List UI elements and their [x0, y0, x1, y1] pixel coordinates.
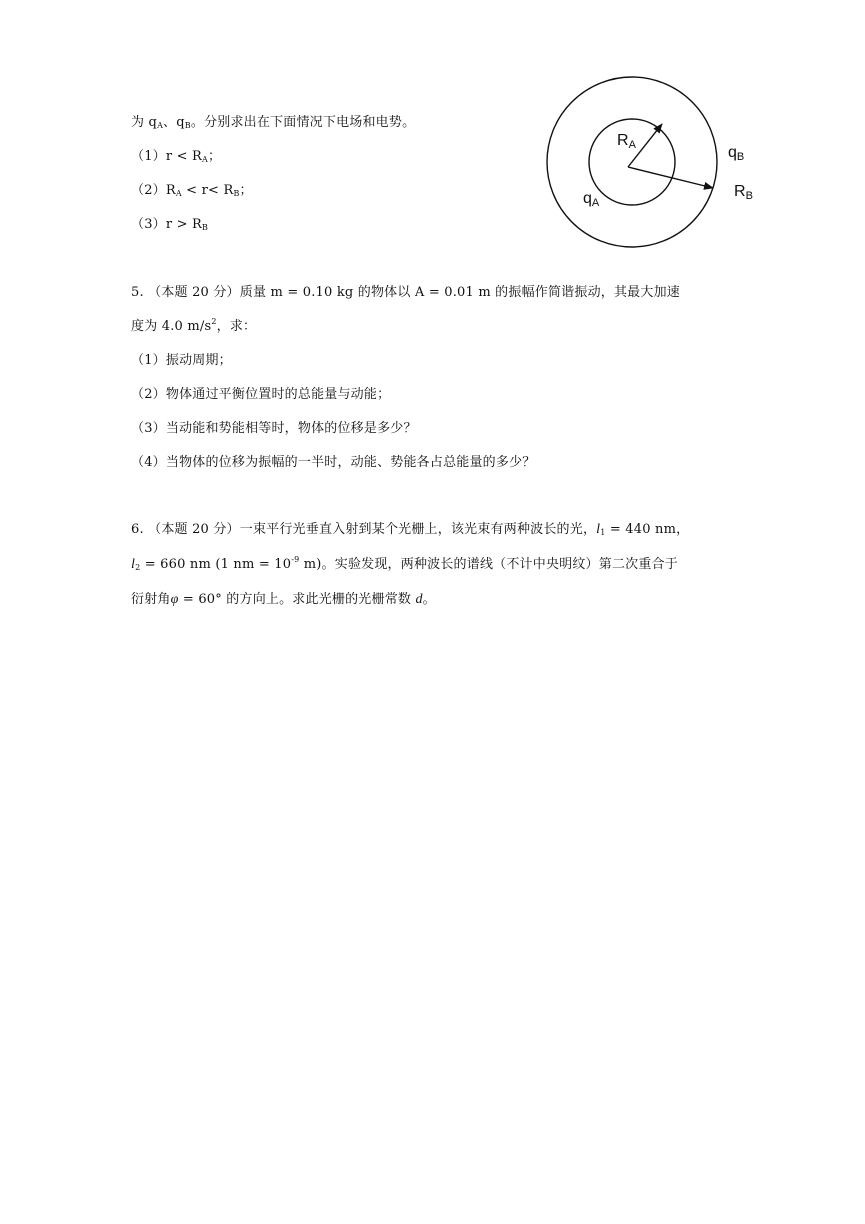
problem5-question-1: （1）振动周期； [131, 353, 232, 368]
problem6-line-2 [131, 556, 678, 574]
text: （2）R [131, 183, 176, 198]
subscript: A [157, 121, 164, 130]
text: （1）r < R [131, 149, 203, 164]
superscript: 2 [211, 317, 217, 326]
problem6-line-3 [131, 591, 436, 609]
problem5-line-1: 5. （本题 20 分）质量 m = 0.10 kg 的物体以 A = 0.01 m 的振幅作简谐振动，其最大加速 [131, 285, 680, 300]
phi-symbol: φ [170, 592, 179, 607]
text: 度为 4.0 m/s [131, 319, 212, 334]
text: ； [239, 183, 253, 198]
label-qb: qB [728, 144, 745, 163]
subscript: 1 [600, 528, 606, 537]
subscript: B [233, 189, 240, 198]
problem6-line-1 [131, 521, 689, 539]
problem4-case-3 [131, 216, 208, 234]
text: < r< R [181, 183, 234, 198]
problem4-intro [131, 114, 415, 132]
text: 。分别求出在下面情况下电场和电势。 [190, 115, 416, 130]
superscript: -9 [291, 555, 300, 564]
subscript: B [202, 223, 209, 232]
label-rb: RB [734, 183, 753, 202]
problem5-line-2 [131, 318, 256, 336]
text: 6. （本题 20 分）一束平行光垂直入射到某个光栅上，该光束有两种波长的光， [131, 522, 597, 537]
label-ra: RA [617, 132, 636, 151]
concentric-spheres-diagram [540, 74, 770, 252]
problem5-question-4: （4）当物体的位移为振幅的一半时，动能、势能各占总能量的多少？ [131, 455, 536, 470]
lambda-symbol: l [596, 522, 601, 537]
text: 。 [422, 592, 436, 607]
problem4-case-1 [131, 148, 221, 166]
radius-b-arrow [628, 167, 713, 188]
problem5-question-3: （3）当动能和势能相等时，物体的位移是多少？ [131, 421, 417, 436]
text: （3）r > R [131, 217, 203, 232]
text: ； [208, 149, 222, 164]
subscript: A [175, 189, 182, 198]
lambda-symbol: l [131, 557, 136, 572]
problem4-case-2 [131, 182, 253, 200]
text: 衍射角 [131, 592, 171, 607]
subscript: 2 [135, 563, 141, 572]
text: = 440 nm， [605, 522, 690, 537]
problem5-question-2: （2）物体通过平衡位置时的总能量与动能； [131, 387, 391, 402]
text: m)。实验发现，两种波长的谱线（不计中央明纹）第二次重合于 [299, 557, 678, 572]
text: ，求： [216, 319, 257, 334]
subscript: B [184, 121, 191, 130]
subscript: A [202, 155, 209, 164]
text: 、q [163, 115, 185, 130]
text: = 60° 的方向上。求此光栅的光栅常数 [178, 592, 416, 607]
text: = 660 nm (1 nm = 10 [140, 557, 292, 572]
text: 为 q [131, 115, 158, 130]
label-qa: qA [583, 190, 600, 209]
grating-constant-symbol: d [415, 592, 423, 607]
